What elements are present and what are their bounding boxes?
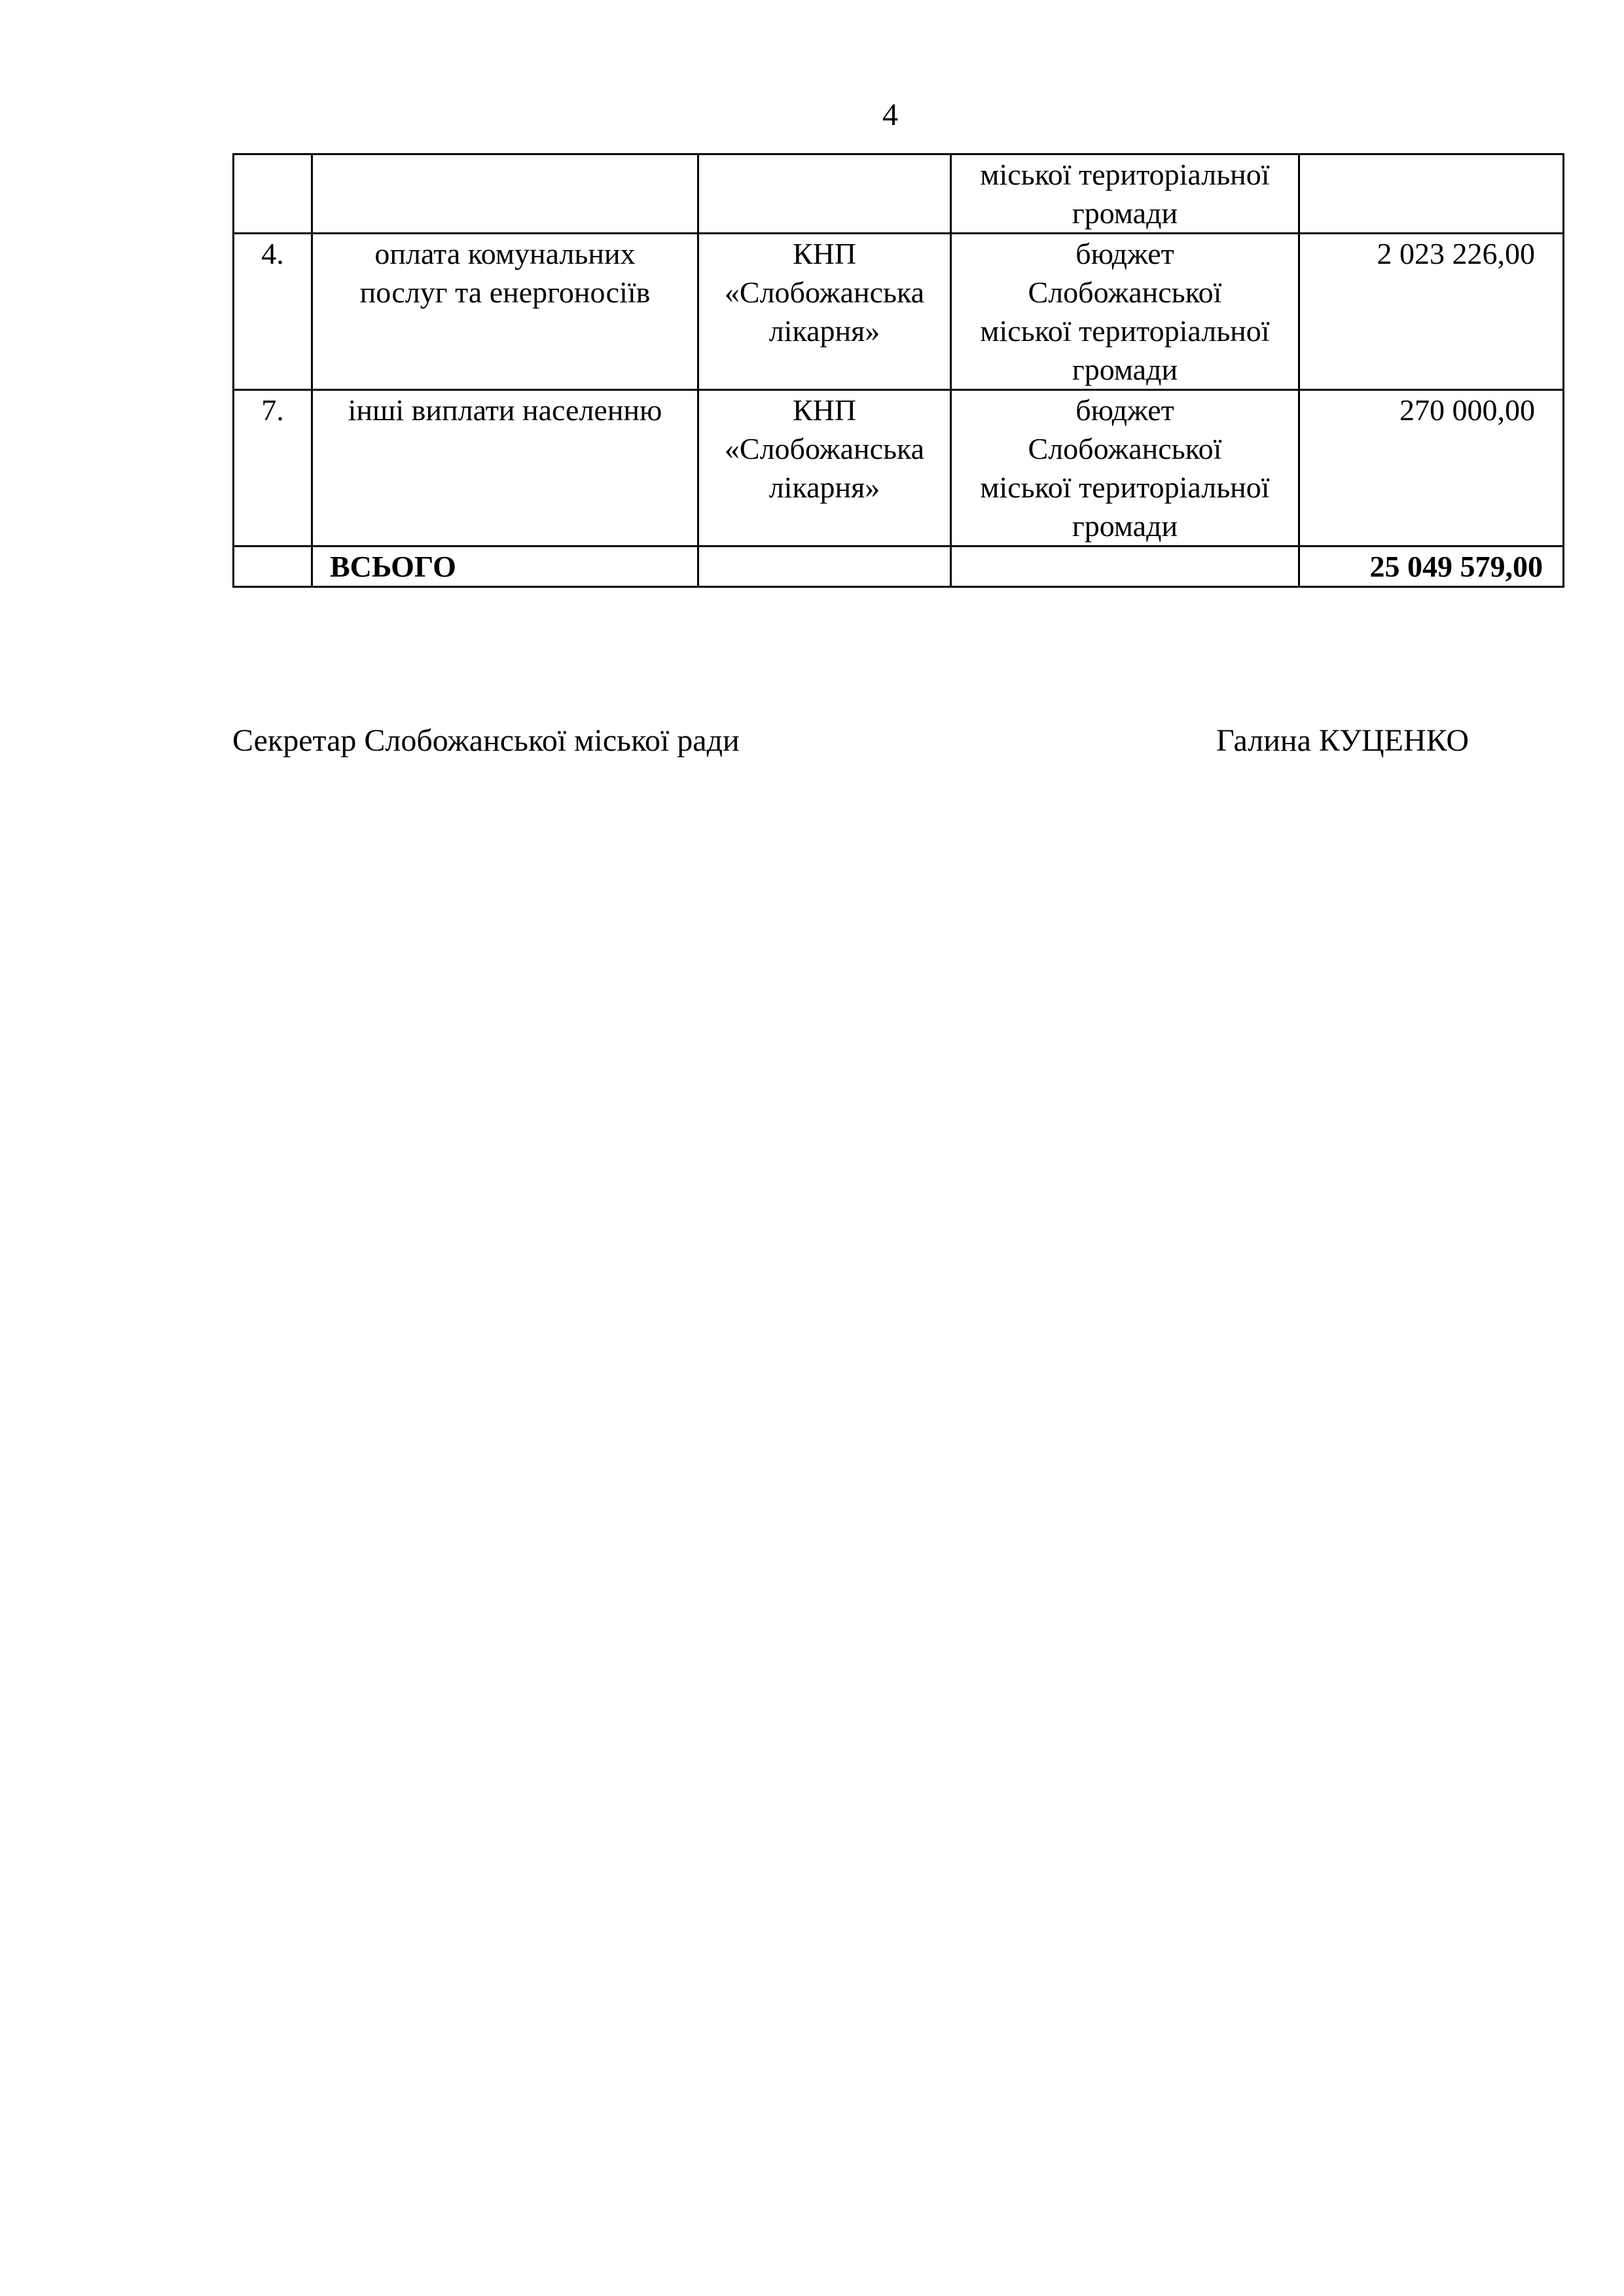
- cell-recipient-line: КНП: [792, 237, 857, 270]
- cell-purpose-line: інші виплати населенню: [348, 393, 662, 427]
- total-label: ВСЬОГО: [312, 547, 698, 587]
- cell-source-line: громади: [1072, 509, 1178, 543]
- cell-source-line: міської територіальної: [980, 158, 1270, 191]
- cell-source: [951, 390, 1299, 547]
- signatory-name: Галина КУЦЕНКО: [1216, 723, 1470, 758]
- table-row-continuation: [234, 154, 1564, 234]
- cell-number: 7.: [234, 390, 312, 547]
- cell-source-line: Слобожанської: [1028, 432, 1222, 465]
- cell-purpose: [312, 154, 698, 234]
- cell-purpose: [312, 390, 698, 547]
- cell-source: [951, 234, 1299, 390]
- page-number: 4: [882, 98, 898, 132]
- cell-purpose: [312, 234, 698, 390]
- cell-source: [951, 154, 1299, 234]
- cell-number: [234, 154, 312, 234]
- cell-recipient-line: лікарня»: [768, 314, 880, 348]
- cell-purpose-line: послуг та енергоносіїв: [359, 276, 651, 309]
- cell-number: [234, 547, 312, 587]
- total-amount: 25 049 579,00: [1299, 547, 1564, 587]
- cell-amount: [1299, 154, 1564, 234]
- table-row: [234, 390, 1564, 547]
- cell-source-line: міської територіальної: [980, 314, 1270, 348]
- cell-recipient: [698, 547, 951, 587]
- cell-amount: 270 000,00: [1299, 390, 1564, 547]
- cell-number: 4.: [234, 234, 312, 390]
- cell-recipient-line: «Слобожанська: [724, 432, 925, 465]
- cell-source-line: бюджет: [1075, 393, 1174, 427]
- cell-amount: 2 023 226,00: [1299, 234, 1564, 390]
- cell-recipient: [698, 390, 951, 547]
- cell-recipient: [698, 154, 951, 234]
- cell-source-line: громади: [1072, 353, 1178, 386]
- cell-source: [951, 547, 1299, 587]
- cell-source-line: громади: [1072, 196, 1178, 230]
- cell-recipient-line: КНП: [792, 393, 857, 427]
- cell-purpose-line: оплата комунальних: [374, 237, 636, 270]
- signatory-role: Секретар Слобожанської міської ради: [232, 723, 740, 758]
- cell-recipient: [698, 234, 951, 390]
- table-row-total: [234, 547, 1564, 587]
- cell-source-line: Слобожанської: [1028, 276, 1222, 309]
- cell-source-line: бюджет: [1075, 237, 1174, 270]
- cell-recipient-line: «Слобожанська: [724, 276, 925, 309]
- cell-source-line: міської територіальної: [980, 471, 1270, 504]
- cell-recipient-line: лікарня»: [768, 471, 880, 504]
- budget-table: [232, 153, 1564, 588]
- table-row: [234, 234, 1564, 390]
